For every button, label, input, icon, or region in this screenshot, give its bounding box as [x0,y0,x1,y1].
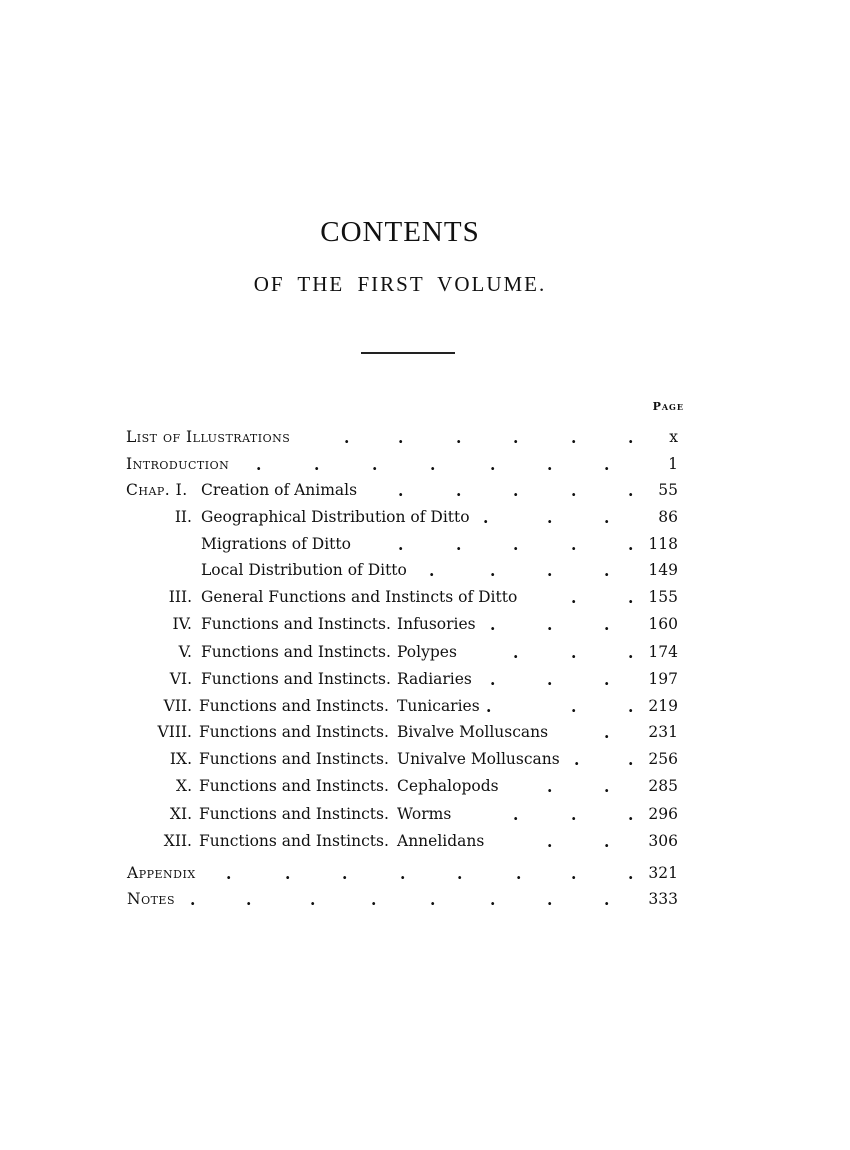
chapter-number: VII. [163,697,192,715]
toc-entry: Introduction . . . . . . . 1 [126,455,678,474]
toc-entry: Appendix . . . . . . . . 321 [127,864,678,883]
entry-subtitle: Univalve Molluscans [397,750,560,768]
entry-title: Notes [127,890,175,908]
page-number: 231 [648,723,678,741]
toc-entry: Local Distribution of Ditto . . . . 149 [201,561,678,580]
entry-title: Functions and Instincts. [199,750,389,768]
chapter-number: X. [176,777,192,795]
toc-entry: II. Geographical Distribution of Ditto . . . 86 [0,508,850,534]
chapter-number: V. [178,643,192,661]
toc-entry: III. General Functions and Instincts of Ditto . . 155 [0,588,850,614]
page-number: 306 [648,832,678,850]
entry-title: Geographical Distribution of Ditto [201,508,470,526]
entry-subtitle: Infusories [397,615,476,633]
entry-title: Functions and Instincts. [201,670,391,688]
page-column-label: Page [652,400,684,413]
entry-title: Migrations of Ditto [201,535,351,553]
chapter-number: XI. [169,805,192,823]
page-number: 86 [658,508,678,526]
toc-entry: V. Functions and Instincts. Polypes . . . 174 [0,643,850,669]
entry-title: Functions and Instincts. [199,697,389,715]
entry-title: General Functions and Instincts of Ditto [201,588,518,606]
entry-title: Introduction [126,455,230,473]
chapter-number: III. [168,588,192,606]
entry-subtitle: Bivalve Molluscans [397,723,549,741]
toc-entry: IX. Functions and Instincts. Univalve Molluscans . . 256 [0,750,850,776]
chapter-number: VI. [169,670,192,688]
entry-subtitle: Radiaries [397,670,472,688]
entry-title: Appendix [127,864,196,882]
toc-entry: VI. Functions and Instincts. Radiaries . . . 197 [0,670,850,696]
page-subtitle: OF THE FIRST VOLUME. [253,272,547,296]
toc-entry: Migrations of Ditto . . . . . 118 [201,535,678,554]
chapter-number: IX. [169,750,192,768]
toc-entry: VII. Functions and Instincts. Tunicaries . . . 219 [0,697,850,723]
page-number: 296 [648,805,678,823]
toc-entry: XII. Functions and Instincts. Annelidans . . 306 [0,832,850,858]
page-number: 149 [648,561,678,579]
toc-entry: List of Illustrations . . . . . . x [126,428,678,447]
toc-entry: X. Functions and Instincts. Cephalopods . . 285 [0,777,850,803]
entry-title: Functions and Instincts. [201,615,391,633]
chapter-number: Chap. I. [126,481,188,499]
entry-subtitle: Worms [397,805,452,823]
entry-title: Functions and Instincts. [199,805,389,823]
toc-entry: Chap. I. Creation of Animals . . . . . 55 [126,481,678,500]
page-number: 197 [648,670,678,688]
page-number: 333 [648,890,678,908]
entry-title: Functions and Instincts. [199,723,389,741]
entry-title: Functions and Instincts. [201,643,391,661]
entry-title: Creation of Animals [201,481,358,499]
page-title: CONTENTS [320,216,480,248]
page-number: 256 [648,750,678,768]
toc-entry: Notes . . . . . . . . 333 [127,890,678,909]
page-number: 118 [648,535,678,553]
page-number: 1 [668,455,678,473]
chapter-number: II. [174,508,192,526]
toc-entry: IV. Functions and Instincts. Infusories . . . 160 [0,615,850,641]
entry-subtitle: Cephalopods [397,777,499,795]
page-number: x [669,428,678,446]
toc-entry: VIII. Functions and Instincts. Bivalve Molluscans . 231 [0,723,850,749]
page-number: 321 [648,864,678,882]
page-number: 160 [648,615,678,633]
page-number: 285 [648,777,678,795]
entry-title: Functions and Instincts. [199,777,389,795]
entry-title: List of Illustrations [126,428,291,446]
entry-subtitle: Annelidans [397,832,485,850]
chapter-number: VIII. [157,723,192,741]
entry-subtitle: Tunicaries [397,697,480,715]
entry-subtitle: Polypes [397,643,457,661]
page-number: 174 [648,643,678,661]
page-number: 155 [648,588,678,606]
entry-title: Local Distribution of Ditto [201,561,407,579]
entry-title: Functions and Instincts. [199,832,389,850]
chapter-number: XII. [163,832,192,850]
chapter-number: IV. [172,615,192,633]
title-rule [361,352,455,354]
page-number: 55 [658,481,678,499]
page-number: 219 [648,697,678,715]
toc-entry: XI. Functions and Instincts. Worms . . . 296 [0,805,850,831]
